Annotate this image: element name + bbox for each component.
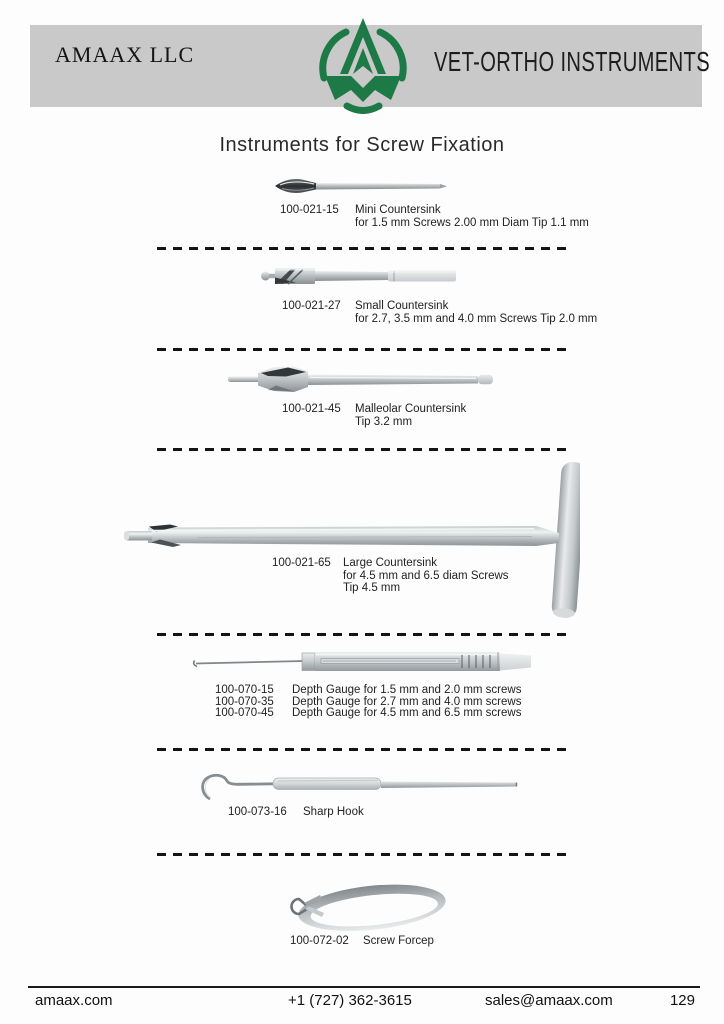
product-text — [355, 204, 589, 229]
product-name: Large Countersink — [343, 557, 437, 569]
product-description-line: Depth Gauge for 1.5 mm and 2.0 mm screws — [292, 684, 522, 696]
amaax-logo-icon — [312, 17, 414, 114]
product-description-line: Depth Gauge for 2.7 mm and 4.0 mm screws — [292, 695, 522, 708]
product-code: 100-021-65 — [272, 557, 331, 569]
product-code: 100-070-45 — [215, 707, 274, 720]
footer-rule — [28, 986, 700, 988]
product-text — [355, 300, 597, 325]
malleolar-countersink-image — [228, 362, 494, 396]
mini-countersink-image — [272, 176, 447, 196]
depth-gauge-codes — [215, 685, 274, 720]
product-description-line: Tip 3.2 mm — [355, 415, 413, 428]
product-description-line: for 1.5 mm Screws 2.00 mm Diam Tip 1.1 mm — [355, 216, 589, 229]
page-number: 129 — [669, 992, 695, 1009]
product-code: 100-073-16 — [228, 806, 287, 818]
product-name: Malleolar Countersink — [355, 403, 467, 415]
product-description-line: Depth Gauge for 4.5 mm and 6.5 mm screws — [292, 707, 522, 720]
small-countersink-image — [260, 262, 460, 288]
dashed-separator — [157, 247, 567, 250]
product-text — [343, 557, 509, 595]
page-title: Instruments for Screw Fixation — [219, 134, 505, 156]
brand-title: VET-ORTHO INSTRUMENTS — [434, 46, 711, 77]
product-description-line: Tip 4.5 mm — [343, 582, 401, 594]
product-text — [355, 403, 466, 428]
dashed-separator — [157, 633, 567, 636]
product-name: Screw Forcep — [363, 935, 434, 947]
dashed-separator — [157, 853, 567, 856]
company-name: AMAAX LLC — [55, 42, 195, 67]
screw-forcep-image — [276, 878, 450, 936]
product-name: Mini Countersink — [355, 204, 441, 216]
product-code: 100-021-15 — [280, 204, 339, 216]
footer-email: sales@amaax.com — [485, 992, 613, 1009]
sharp-hook-image — [198, 768, 520, 804]
depth-gauge-image — [190, 648, 535, 676]
product-code: 100-070-15 — [215, 684, 274, 696]
product-description-line: for 2.7, 3.5 mm and 4.0 mm Screws Tip 2.0 mm — [355, 312, 598, 325]
product-code: 100-021-27 — [282, 300, 341, 312]
product-code: 100-021-45 — [282, 403, 341, 415]
product-name: Sharp Hook — [303, 806, 364, 818]
footer-website: amaax.com — [35, 992, 113, 1009]
footer-phone: +1 (727) 362-3615 — [288, 992, 412, 1009]
product-code: 100-072-02 — [290, 935, 349, 947]
product-description-line: for 4.5 mm and 6.5 diam Screws — [343, 569, 509, 582]
depth-gauge-descriptions — [292, 685, 521, 720]
product-code: 100-070-35 — [215, 695, 274, 708]
large-countersink-image — [118, 458, 580, 623]
product-name: Small Countersink — [355, 300, 449, 312]
dashed-separator — [157, 348, 567, 351]
dashed-separator — [157, 748, 567, 751]
dashed-separator — [157, 448, 567, 451]
